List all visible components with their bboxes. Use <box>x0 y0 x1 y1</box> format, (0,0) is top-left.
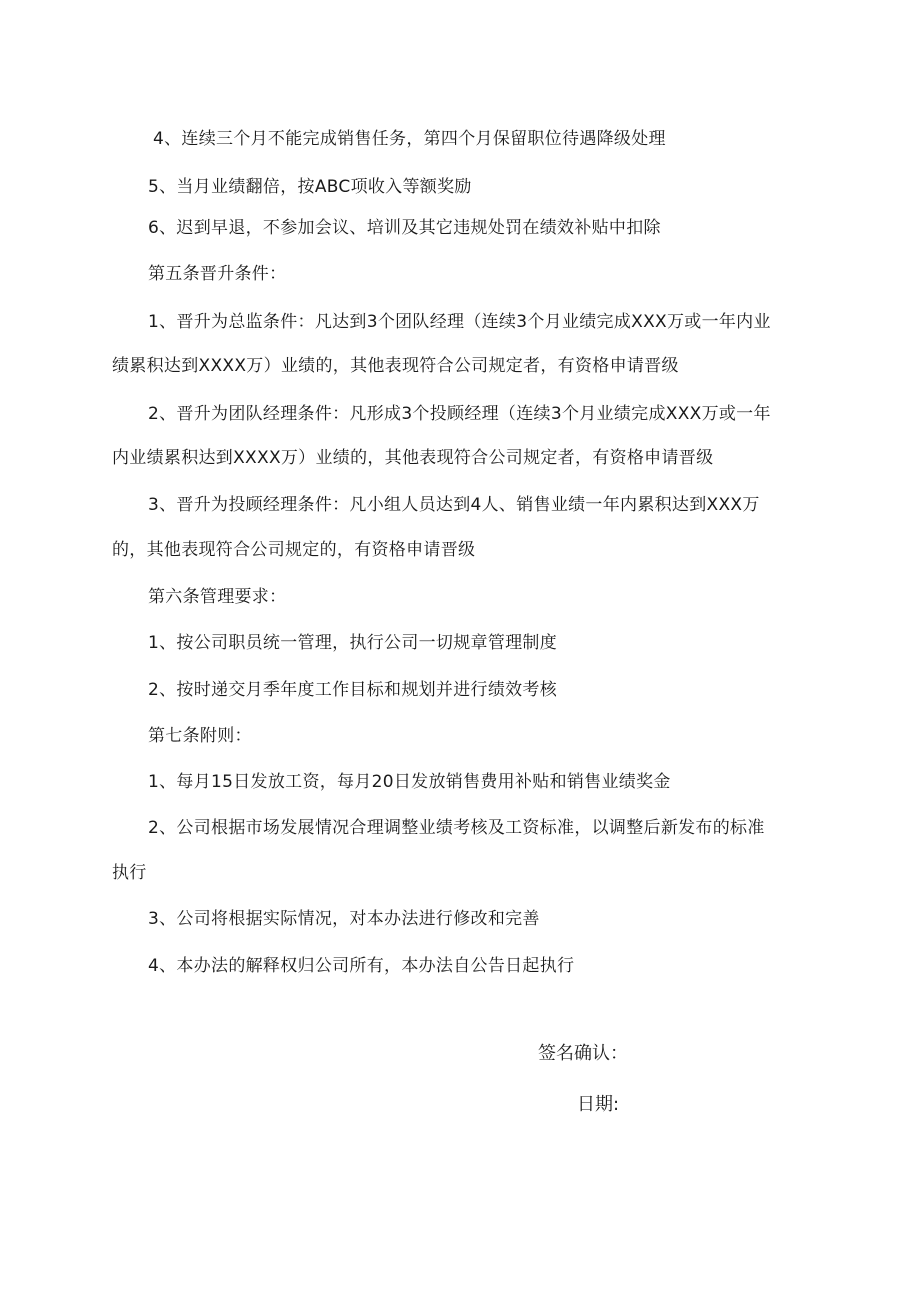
promotion-1-director-line1: 1、晋升为总监条件：凡达到3个团队经理（连续3个月业绩完成XXX万或一年内业 <box>148 312 771 332</box>
date-label: 日期: <box>577 1094 620 1115</box>
appendix-2-adjustment-line2: 执行 <box>112 863 147 883</box>
appendix-4-interpretation: 4、本办法的解释权归公司所有，本办法自公告日起执行 <box>148 956 575 976</box>
section-heading-promotion: 第五条晋升条件： <box>148 264 287 284</box>
section-heading-management: 第六条管理要求： <box>148 587 287 607</box>
appendix-3-revision: 3、公司将根据实际情况，对本办法进行修改和完善 <box>148 909 540 929</box>
promotion-1-director-line2: 绩累积达到XXXX万）业绩的，其他表现符合公司规定者，有资格申请晋级 <box>112 356 679 376</box>
management-1: 1、按公司职员统一管理，执行公司一切规章管理制度 <box>148 633 558 653</box>
promotion-3-advisor-manager-line2: 的，其他表现符合公司规定的，有资格申请晋级 <box>112 540 476 560</box>
clause-5-reward: 5、当月业绩翻倍，按ABC项收入等额奖励 <box>148 177 472 197</box>
signature-label: 签名确认： <box>538 1043 628 1064</box>
section-heading-appendix: 第七条附则： <box>148 726 252 746</box>
clause-4-demotion: 4、连续三个月不能完成销售任务，第四个月保留职位待遇降级处理 <box>153 129 666 149</box>
clause-6-penalty: 6、迟到早退，不参加会议、培训及其它违规处罚在绩效补贴中扣除 <box>148 218 661 238</box>
appendix-1-payday: 1、每月15日发放工资，每月20日发放销售费用补贴和销售业绩奖金 <box>148 772 671 792</box>
management-2: 2、按时递交月季年度工作目标和规划并进行绩效考核 <box>148 680 558 700</box>
promotion-3-advisor-manager-line1: 3、晋升为投顾经理条件：凡小组人员达到4人、销售业绩一年内累积达到XXX万 <box>148 495 760 515</box>
promotion-2-team-manager-line1: 2、晋升为团队经理条件：凡形成3个投顾经理（连续3个月业绩完成XXX万或一年 <box>148 404 771 424</box>
appendix-2-adjustment-line1: 2、公司根据市场发展情况合理调整业绩考核及工资标准，以调整后新发布的标准 <box>148 818 765 838</box>
promotion-2-team-manager-line2: 内业绩累积达到XXXX万）业绩的，其他表现符合公司规定者，有资格申请晋级 <box>112 448 714 468</box>
